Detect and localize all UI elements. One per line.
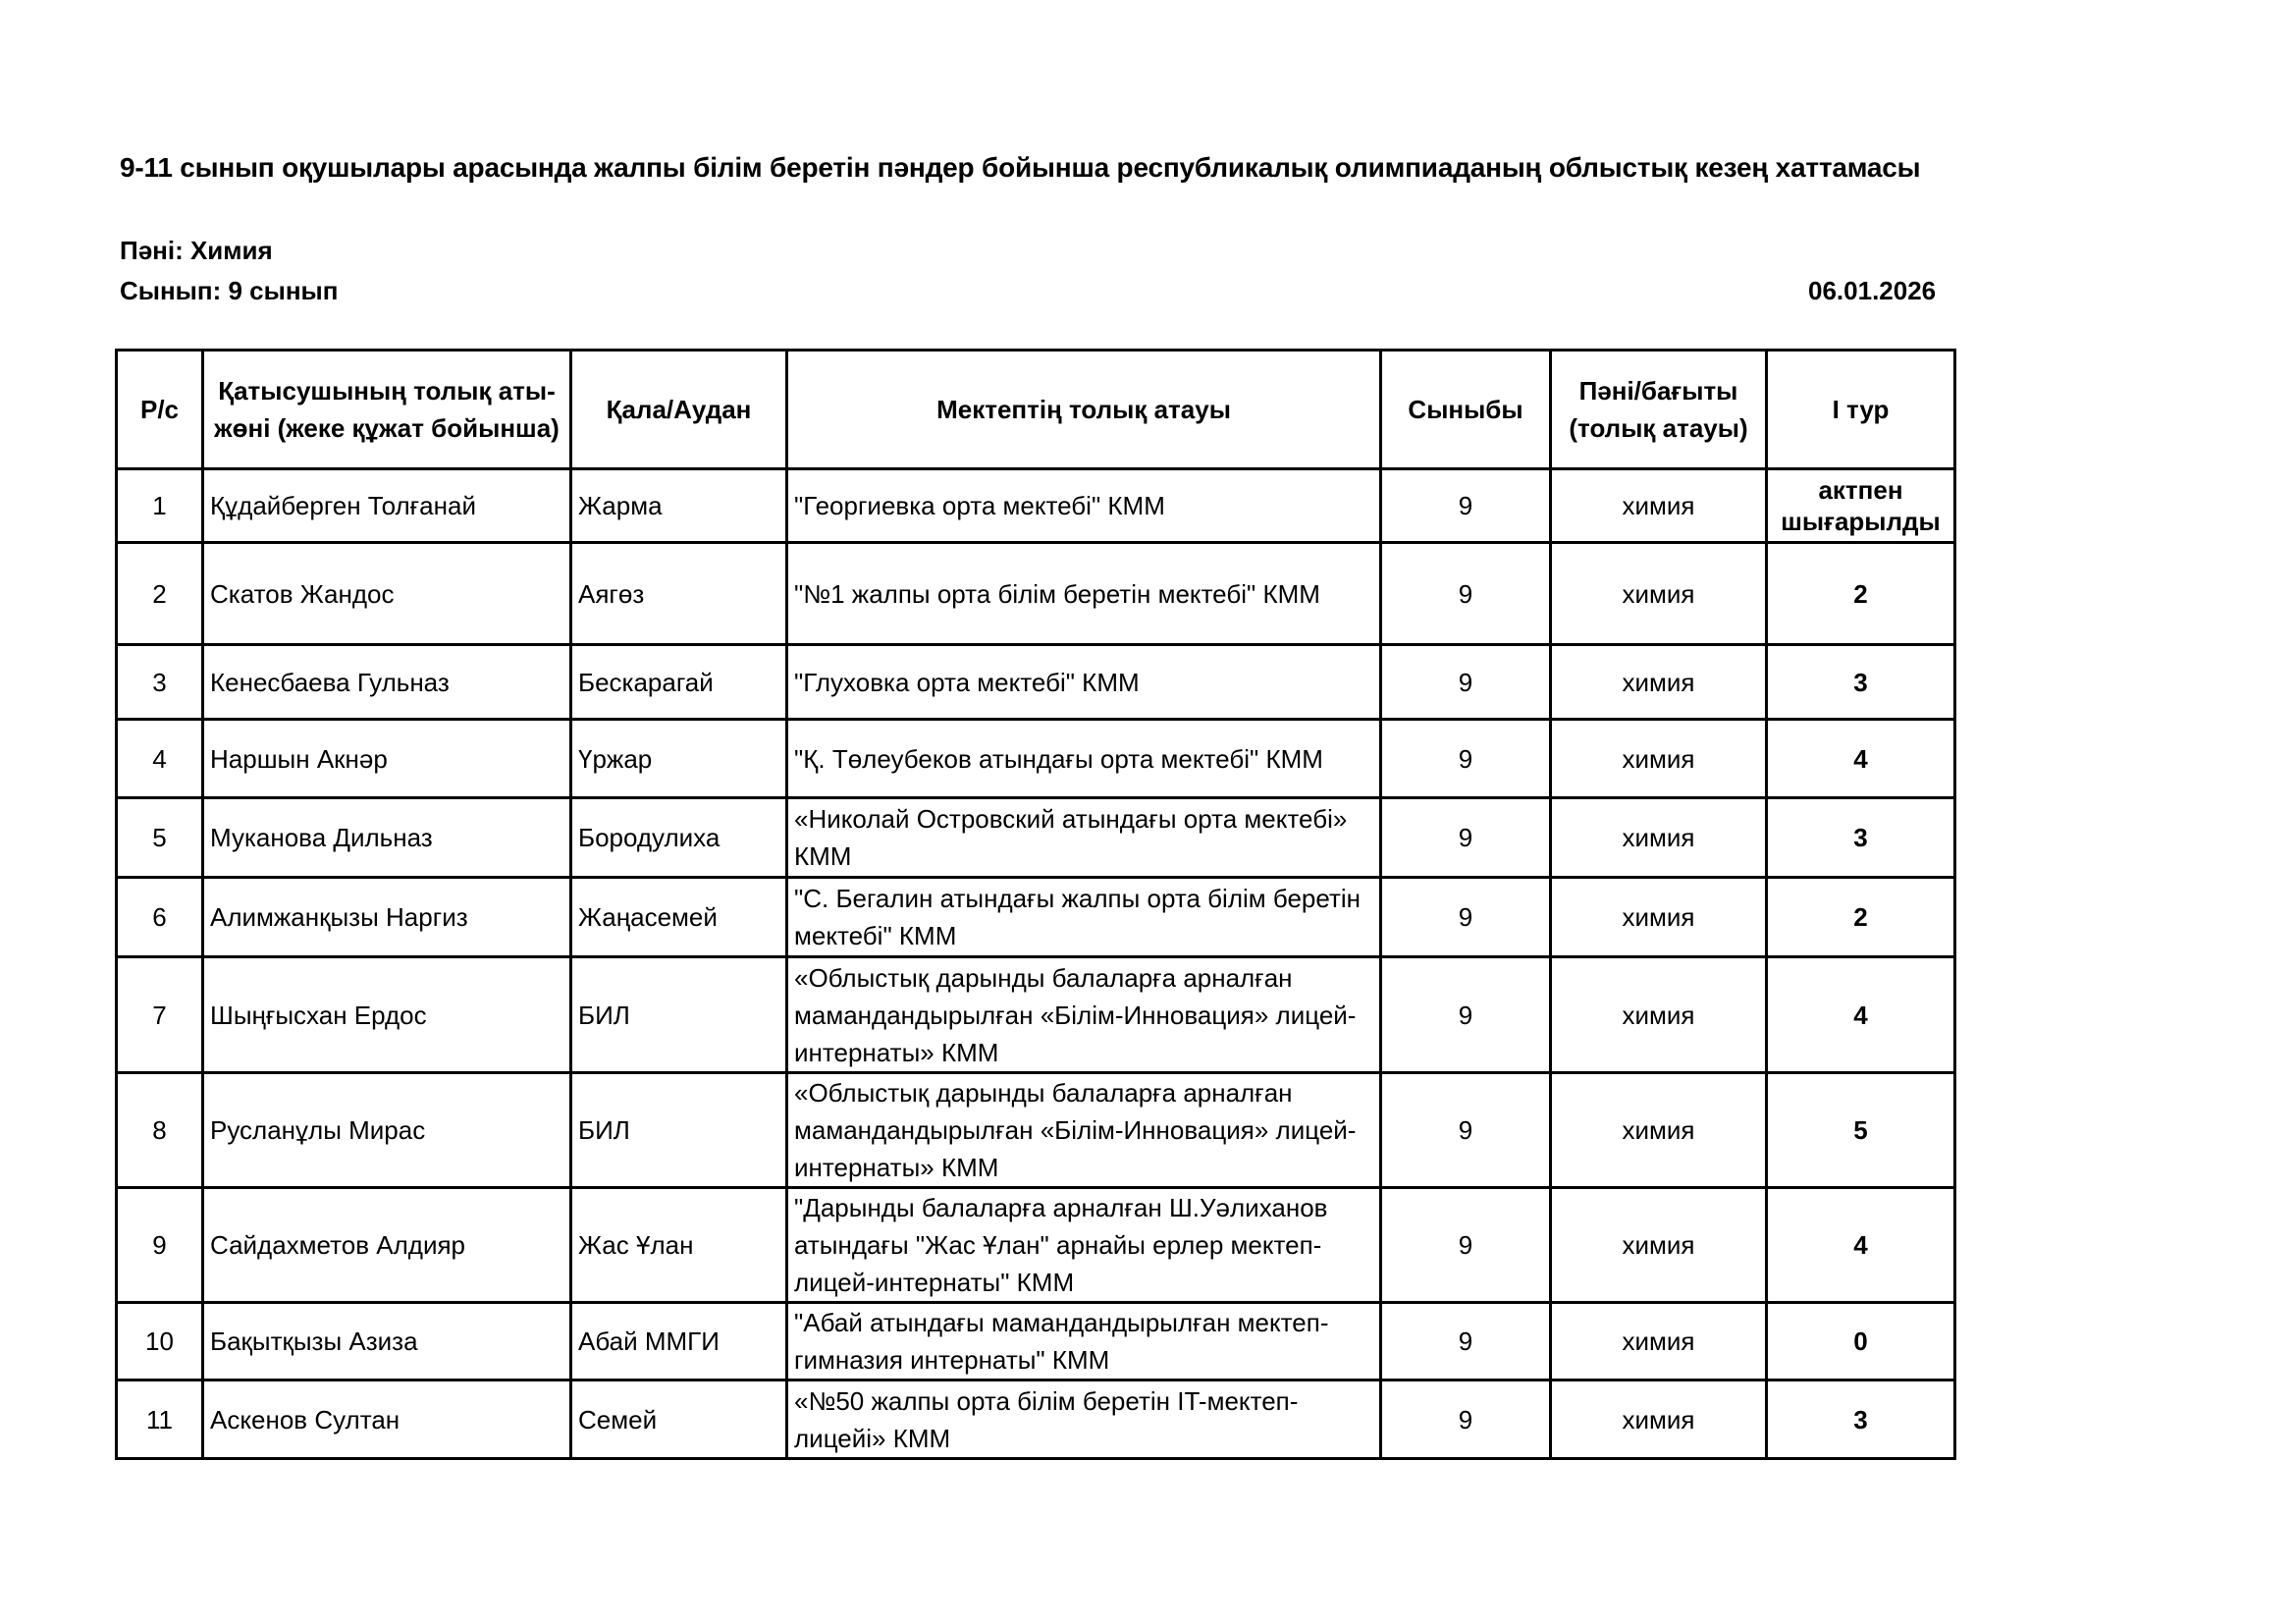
cell-grade: 9: [1381, 1303, 1551, 1380]
cell-city: Жарма: [571, 469, 787, 543]
cell-grade: 9: [1381, 469, 1551, 543]
header-row: [117, 351, 1955, 469]
document-title: 9-11 сынып оқушылары арасында жалпы білім беретін пәндер бойынша республикалық олимпиаданың облыстық кезең хаттамасы: [120, 152, 1921, 183]
cell-tour1-score: 4: [1767, 957, 1955, 1073]
table-row: [117, 469, 1955, 543]
cell-city: Үржар: [571, 720, 787, 798]
cell-school: «Облыстық дарынды балаларға арналған мамандандырылған «Білім-Инновация» лицей-интернаты» КММ: [787, 957, 1381, 1073]
cell-tour1-score: актпен шығарылды: [1767, 469, 1955, 543]
cell-city: Жаңасемей: [571, 878, 787, 957]
table-row: [117, 1188, 1955, 1303]
cell-tour1-score: 0: [1767, 1303, 1955, 1380]
cell-city: Жас Ұлан: [571, 1188, 787, 1303]
table-row: [117, 645, 1955, 720]
cell-school: "Дарынды балаларға арналған Ш.Уәлиханов атындағы "Жас Ұлан" арнайы ерлер мектеп-лицей-интернаты" КММ: [787, 1188, 1381, 1303]
grade-line: Сынып: 9 сынып: [120, 276, 339, 305]
cell-city: БИЛ: [571, 1073, 787, 1188]
cell-tour1-score: 3: [1767, 1380, 1955, 1459]
cell-name: Шыңғысхан Ердос: [203, 957, 571, 1073]
cell-subject: химия: [1551, 645, 1767, 720]
subject-line: Пәні: Химия: [120, 236, 273, 265]
cell-name: Алимжанқызы Наргиз: [203, 878, 571, 957]
cell-grade: 9: [1381, 798, 1551, 878]
cell-subject: химия: [1551, 878, 1767, 957]
cell-number: 10: [117, 1303, 203, 1380]
cell-grade: 9: [1381, 543, 1551, 645]
cell-subject: химия: [1551, 720, 1767, 798]
cell-grade: 9: [1381, 957, 1551, 1073]
header-school: Мектептің толық атауы: [787, 351, 1381, 469]
header-grade: Сыныбы: [1381, 351, 1551, 469]
cell-school: «№50 жалпы орта білім беретін IT-мектеп-лицейі» КММ: [787, 1380, 1381, 1459]
cell-number: 6: [117, 878, 203, 957]
cell-city: БИЛ: [571, 957, 787, 1073]
table-row: [117, 957, 1955, 1073]
table-row: [117, 1380, 1955, 1459]
cell-name: Аскенов Султан: [203, 1380, 571, 1459]
cell-school: "Абай атындағы мамандандырылған мектеп-гимназия интернаты" КММ: [787, 1303, 1381, 1380]
cell-city: Абай ММГИ: [571, 1303, 787, 1380]
cell-school: "Георгиевка орта мектебі" КММ: [787, 469, 1381, 543]
table-row: [117, 798, 1955, 878]
results-table: [115, 349, 1956, 1460]
cell-number: 8: [117, 1073, 203, 1188]
cell-subject: химия: [1551, 1380, 1767, 1459]
cell-school: «Николай Островский атындағы орта мектебі» КММ: [787, 798, 1381, 878]
cell-city: Бородулиха: [571, 798, 787, 878]
cell-name: Наршын Акнәр: [203, 720, 571, 798]
header-subject: Пәні/бағыты (толық атауы): [1551, 351, 1767, 469]
cell-subject: химия: [1551, 1303, 1767, 1380]
table-row: [117, 543, 1955, 645]
cell-name: Кенесбаева Гульназ: [203, 645, 571, 720]
cell-city: Бескарагай: [571, 645, 787, 720]
cell-number: 7: [117, 957, 203, 1073]
cell-number: 11: [117, 1380, 203, 1459]
cell-name: Русланұлы Мирас: [203, 1073, 571, 1188]
cell-tour1-score: 3: [1767, 798, 1955, 878]
cell-name: Муканова Дильназ: [203, 798, 571, 878]
header-number: Р/с: [117, 351, 203, 469]
header-city: Қала/Аудан: [571, 351, 787, 469]
document-date: 06.01.2026: [1808, 276, 1937, 305]
header-tour1: І тур: [1767, 351, 1955, 469]
cell-subject: химия: [1551, 798, 1767, 878]
cell-tour1-score: 2: [1767, 878, 1955, 957]
cell-city: Аягөз: [571, 543, 787, 645]
cell-grade: 9: [1381, 720, 1551, 798]
table-row: [117, 1303, 1955, 1380]
table-row: [117, 1073, 1955, 1188]
table-row: [117, 720, 1955, 798]
cell-school: "Глуховка орта мектебі" КММ: [787, 645, 1381, 720]
cell-school: "Қ. Төлеубеков атындағы орта мектебі" КММ: [787, 720, 1381, 798]
cell-name: Бақытқызы Азиза: [203, 1303, 571, 1380]
cell-city: Семей: [571, 1380, 787, 1459]
cell-grade: 9: [1381, 1380, 1551, 1459]
cell-grade: 9: [1381, 1188, 1551, 1303]
cell-number: 5: [117, 798, 203, 878]
cell-subject: химия: [1551, 957, 1767, 1073]
cell-school: «Облыстық дарынды балаларға арналған мамандандырылған «Білім-Инновация» лицей-интернаты» КММ: [787, 1073, 1381, 1188]
cell-school: "С. Бегалин атындағы жалпы орта білім беретін мектебі" КММ: [787, 878, 1381, 957]
cell-number: 4: [117, 720, 203, 798]
cell-name: Скатов Жандос: [203, 543, 571, 645]
cell-tour1-score: 4: [1767, 1188, 1955, 1303]
cell-number: 3: [117, 645, 203, 720]
cell-tour1-score: 3: [1767, 645, 1955, 720]
cell-tour1-score: 4: [1767, 720, 1955, 798]
cell-grade: 9: [1381, 878, 1551, 957]
cell-name: Сайдахметов Алдияр: [203, 1188, 571, 1303]
cell-grade: 9: [1381, 1073, 1551, 1188]
cell-number: 2: [117, 543, 203, 645]
cell-tour1-score: 5: [1767, 1073, 1955, 1188]
cell-name: Құдайберген Толғанай: [203, 469, 571, 543]
cell-subject: химия: [1551, 1073, 1767, 1188]
cell-number: 1: [117, 469, 203, 543]
cell-grade: 9: [1381, 645, 1551, 720]
table-row: [117, 878, 1955, 957]
cell-tour1-score: 2: [1767, 543, 1955, 645]
cell-school: "№1 жалпы орта білім беретін мектебі" КММ: [787, 543, 1381, 645]
cell-subject: химия: [1551, 469, 1767, 543]
cell-subject: химия: [1551, 543, 1767, 645]
header-name: Қатысушының толық аты-жөні (жеке құжат бойынша): [203, 351, 571, 469]
cell-subject: химия: [1551, 1188, 1767, 1303]
cell-number: 9: [117, 1188, 203, 1303]
